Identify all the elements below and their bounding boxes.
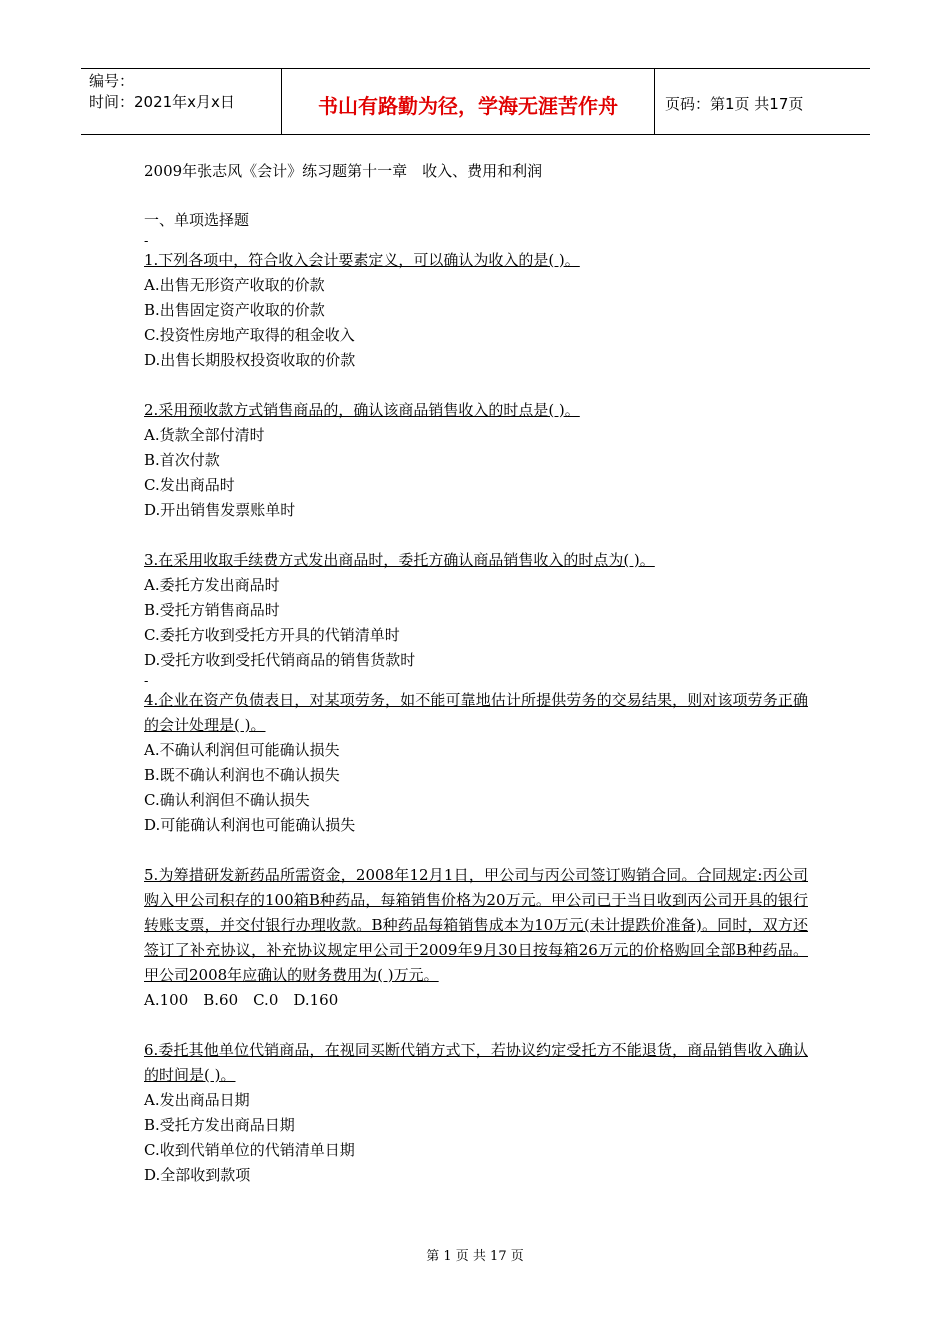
q3-option-b: B.受托方销售商品时: [144, 601, 280, 619]
q4-option-a: A.不确认利润但可能确认损失: [144, 741, 340, 759]
header-motto: 书山有路勤为径，学海无涯苦作舟: [318, 94, 618, 118]
header-page-info: 页码：第1页 共17页: [665, 95, 804, 113]
question-1: 1.下列各项中，符合收入会计要素定义，可以确认为收入的是( )。: [144, 251, 580, 269]
q4-option-d: D.可能确认利润也可能确认损失: [144, 816, 356, 834]
q6-option-d: D.全部收到款项: [144, 1166, 251, 1184]
q1-option-b: B.出售固定资产收取的价款: [144, 301, 325, 319]
question-6: 6.委托其他单位代销商品，在视同买断代销方式下，若协议约定受托方不能退货，商品销售收入确认的时间是( )。: [144, 1041, 808, 1084]
header-table: [81, 68, 870, 135]
question-2: 2.采用预收款方式销售商品的，确认该商品销售收入的时点是( )。: [144, 401, 580, 419]
question-3: 3.在采用收取手续费方式发出商品时，委托方确认商品销售收入的时点为( )。: [144, 551, 655, 569]
header-meta: [89, 71, 235, 113]
section-heading: 一、单项选择题: [144, 211, 250, 229]
q6-option-a: A.发出商品日期: [144, 1091, 250, 1109]
question-4: 4.企业在资产负债表日，对某项劳务，如不能可靠地估计所提供劳务的交易结果，则对该项劳务正确的会计处理是( )。: [144, 691, 808, 734]
q3-option-a: A.委托方发出商品时: [144, 576, 280, 594]
page-footer: 第 1 页 共 17 页: [426, 1249, 524, 1264]
q2-option-a: A.货款全部付清时: [144, 426, 265, 444]
q1-option-c: C.投资性房地产取得的租金收入: [144, 326, 355, 344]
time-label: 时间：2021年x月x日: [89, 93, 235, 111]
separator-dash: -: [144, 234, 149, 249]
q6-option-b: B.受托方发出商品日期: [144, 1116, 295, 1134]
q1-option-d: D.出售长期股权投资收取的价款: [144, 351, 356, 369]
doc-title: 2009年张志风《会计》练习题第十一章 收入、费用和利润: [144, 162, 543, 180]
q2-option-d: D.开出销售发票账单时: [144, 501, 296, 519]
separator-dash: -: [144, 674, 149, 689]
document-body: [144, 159, 808, 1188]
q3-option-d: D.受托方收到受托代销商品的销售货款时: [144, 651, 416, 669]
q5-options: A.100 B.60 C.0 D.160: [144, 991, 339, 1009]
q3-option-c: C.委托方收到受托方开具的代销清单时: [144, 626, 400, 644]
number-label: 编号：: [89, 72, 135, 90]
q1-option-a: A.出售无形资产收取的价款: [144, 276, 325, 294]
q4-option-b: B.既不确认利润也不确认损失: [144, 766, 340, 784]
q2-option-b: B.首次付款: [144, 451, 220, 469]
question-5: 5.为筹措研发新药品所需资金，2008年12月1日，甲公司与丙公司签订购销合同。合同规定:丙公司购入甲公司积存的100箱B种药品，每箱销售价格为20万元。甲公司已于当日收到丙公司开具的银行转账支票，并交付银行办理收款。B种药品每箱销售成本为10万元(未计提跌价准备)。同时，双方还签订了补充协议，补充协议规定甲公司于2009年9月30日按每箱26万元的价格购回全部B种药品。甲公司2008年应确认的财务费用为( )万元。: [144, 866, 808, 984]
q6-option-c: C.收到代销单位的代销清单日期: [144, 1141, 355, 1159]
header-divider: [654, 69, 655, 134]
q2-option-c: C.发出商品时: [144, 476, 235, 494]
q4-option-c: C.确认利润但不确认损失: [144, 791, 310, 809]
